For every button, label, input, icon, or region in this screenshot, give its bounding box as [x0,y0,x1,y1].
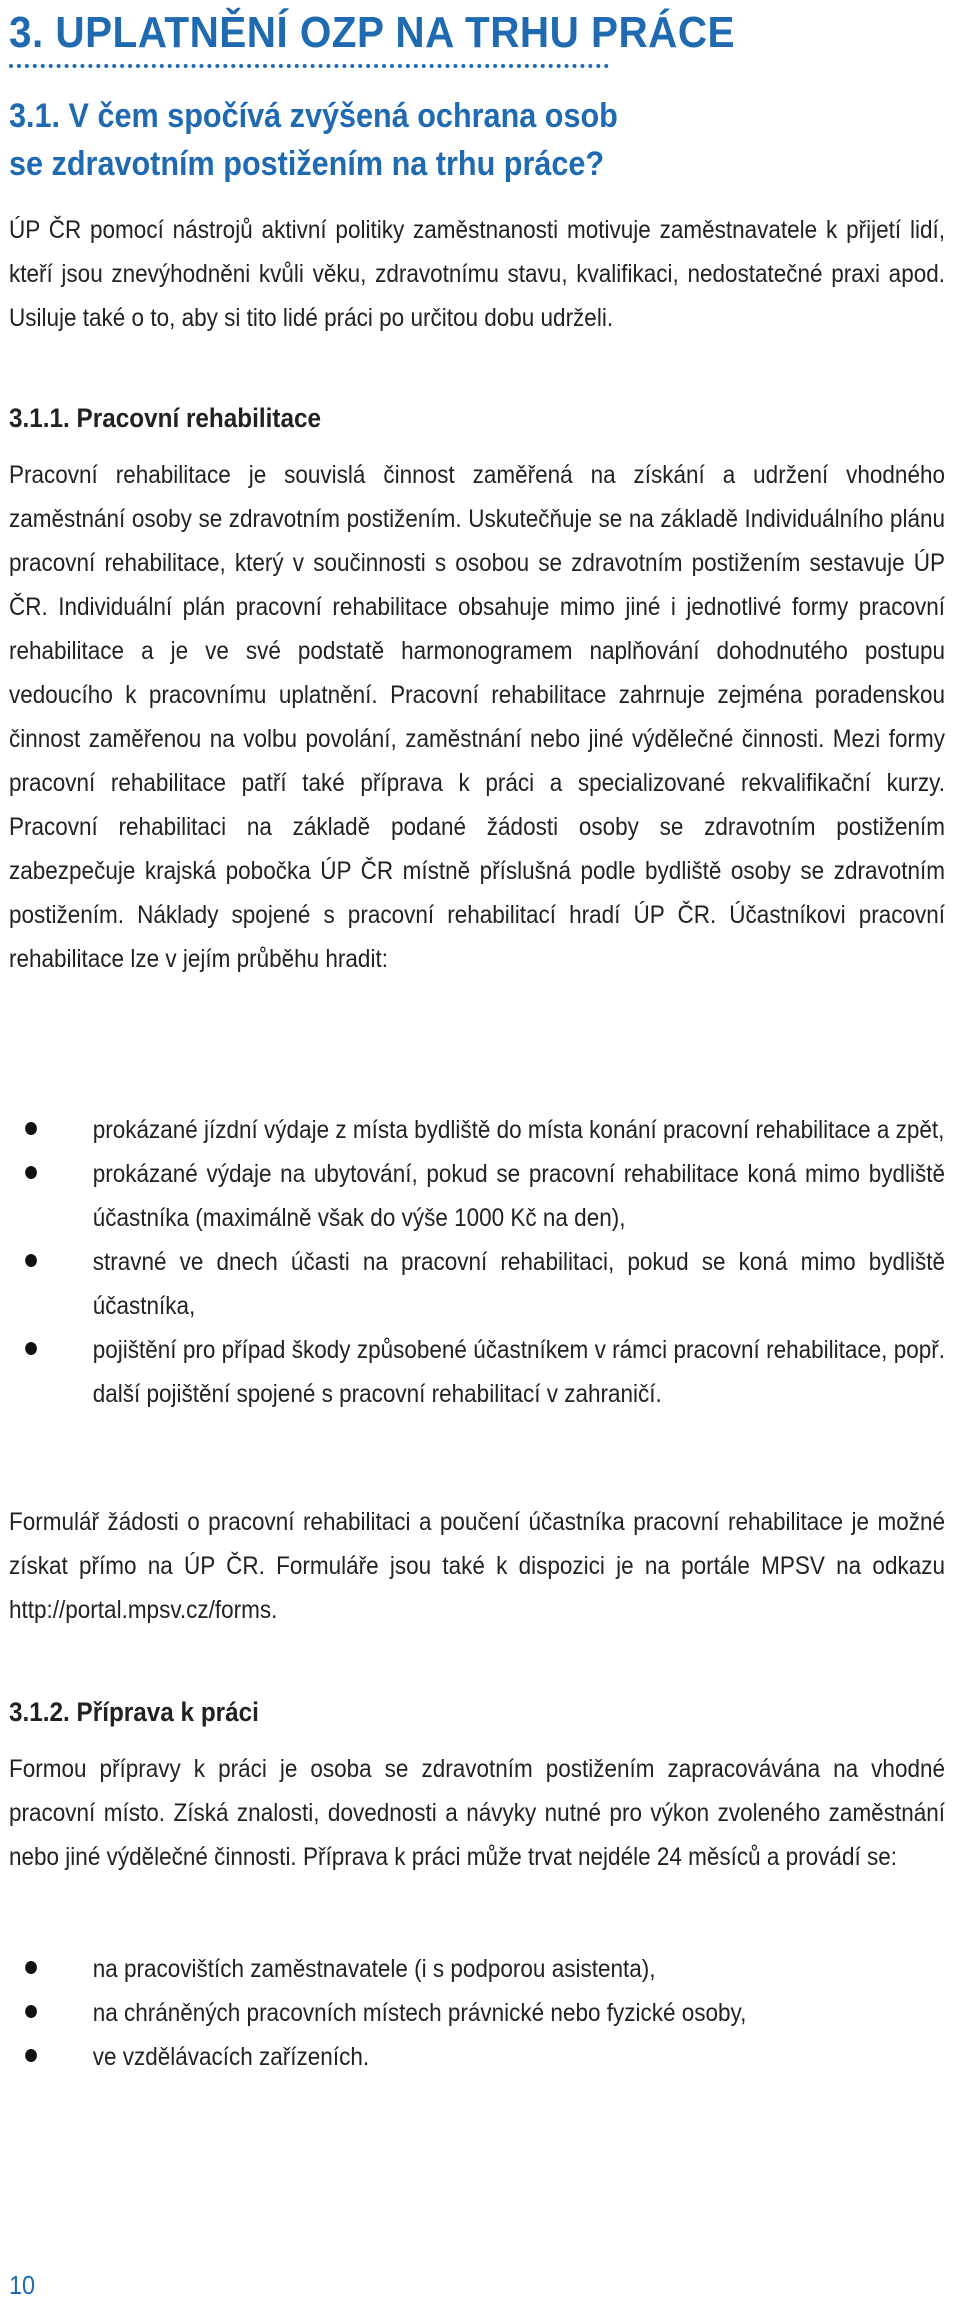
subsection-title-rehab: 3.1.1. Pracovní rehabilitace [9,403,322,433]
list-item: na pracovištích zaměstnavatele (i s podporou asistenta), [9,1947,945,1991]
bullet-icon [25,2005,37,2018]
bullet-icon [25,2049,37,2062]
prep-body-paragraph: Formou přípravy k práci je osoba se zdravotním postižením zapracovávána na vhodné pracovní místo. Získá znalosti, dovednosti a návyky nutné pro výkon zvoleného zaměstnání nebo jiné výdělečné činnosti. Příprava k práci může trvat nejdéle 24 měsíců a provádí se: [9,1755,945,1871]
section-intro-paragraph: ÚP ČR pomocí nástrojů aktivní politiky zaměstnanosti motivuje zaměstnavatele k přijetí lidí, kteří jsou znevýhodněni kvůli věku, zdravotnímu stavu, kvalifikaci, nedostatečné praxi apod. Usiluje také o to, aby si tito lidé práci po určitou dobu udrželi. [9,216,945,332]
chapter-title: 3. UPLATNĚNÍ OZP NA TRHU PRÁCE [9,8,735,57]
page-number: 10 [9,2270,36,2300]
prep-location-list [9,1947,945,2079]
list-item: prokázané jízdní výdaje z místa bydliště do místa konání pracovní rehabilitace a zpět, [9,1108,945,1152]
subsection-title-prep: 3.1.2. Příprava k práci [9,1697,259,1727]
list-item: na chráněných pracovních místech právnické nebo fyzické osoby, [9,1991,945,2035]
bullet-icon [25,1122,37,1135]
section-title: 3.1. V čem spočívá zvýšená ochrana osob se zdravotním postižením na trhu práce? [9,97,618,183]
bullet-icon [25,1342,37,1355]
list-item: pojištění pro případ škody způsobené účastníkem v rámci pracovní rehabilitace, popř. další pojištění spojené s pracovní rehabilitací v zahraničí. [9,1328,945,1416]
title-dotted-rule [9,64,609,68]
list-item: stravné ve dnech účasti na pracovní rehabilitaci, pokud se koná mimo bydliště účastníka, [9,1240,945,1328]
rehab-cost-list [9,1108,945,1416]
rehab-forms-paragraph: Formulář žádosti o pracovní rehabilitaci a poučení účastníka pracovní rehabilitace je možné získat přímo na ÚP ČR. Formuláře jsou také k dispozici je na portále MPSV na odkazu http://portal.mpsv.cz/forms. [9,1508,945,1624]
bullet-icon [25,1961,37,1974]
list-item: ve vzdělávacích zařízeních. [9,2035,945,2079]
list-item: prokázané výdaje na ubytování, pokud se pracovní rehabilitace koná mimo bydliště účastníka (maximálně však do výše 1000 Kč na den), [9,1152,945,1240]
rehab-body-paragraph: Pracovní rehabilitace je souvislá činnost zaměřená na získání a udržení vhodného zaměstnání osoby se zdravotním postižením. Uskutečňuje se na základě Individuálního plánu pracovní rehabilitace, který v součinnosti s osobou se zdravotním postižením sestavuje ÚP ČR. Individuální plán pracovní rehabilitace obsahuje mimo jiné i jednotlivé formy pracovní rehabilitace a je ve své podstatě harmonogramem naplňování dohodnutého postupu vedoucího k pracovnímu uplatnění. Pracovní rehabilitace zahrnuje zejména poradenskou činnost zaměřenou na volbu povolání, zaměstnání nebo jiné výdělečné činnosti. Mezi formy pracovní rehabilitace patří také příprava k práci a specializované rekvalifikační kurzy. Pracovní rehabilitaci na základě podané žádosti osoby se zdravotním postižením zabezpečuje krajská pobočka ÚP ČR místně příslušná podle bydliště osoby se zdravotním postižením. Náklady spojené s pracovní rehabilitací hradí ÚP ČR. Účastníkovi pracovní rehabilitace lze v jejím průběhu hradit: [9,461,945,973]
bullet-icon [25,1166,37,1179]
bullet-icon [25,1254,37,1267]
